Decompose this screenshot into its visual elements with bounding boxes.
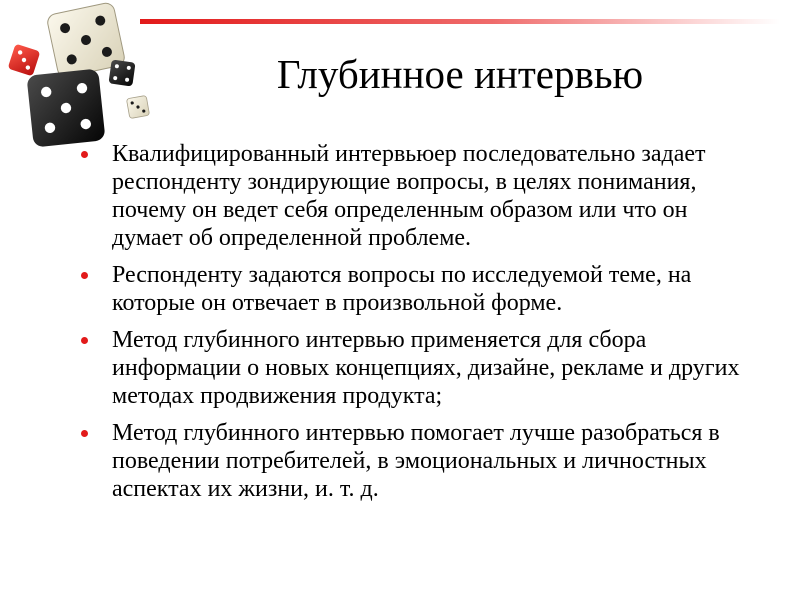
dice-icon	[0, 0, 160, 160]
slide-title: Глубинное интервью	[276, 51, 644, 97]
bullet-dot-icon	[81, 272, 88, 279]
bullet-dot-icon	[81, 151, 88, 158]
bullet-item	[78, 326, 758, 410]
tiny-white-die	[126, 95, 149, 118]
red-die	[8, 44, 41, 77]
bullet-text: Метод глубинного интервью помогает лучше разобраться в поведении потребителей, в эмоциональных и личностных аспектах их жизни, и. т. д.	[112, 420, 720, 502]
bullet-text: Респонденту задаются вопросы по исследуемой теме, на которые он отвечает в произвольной форме.	[112, 262, 692, 316]
bullet-item	[78, 419, 758, 503]
bullet-text: Квалифицированный интервьюер последовательно задает респонденту зондирующие вопросы, в целях понимания, почему он ведет себя определенным образом или что он думает об определенной проблеме.	[112, 141, 706, 251]
small-black-die	[108, 59, 135, 86]
bullet-list	[78, 140, 758, 512]
bullet-dot-icon	[81, 337, 88, 344]
title-accent-line	[140, 19, 780, 24]
bullet-dot-icon	[81, 430, 88, 437]
black-die	[26, 68, 105, 147]
bullet-item	[78, 261, 758, 317]
bullet-item	[78, 140, 758, 252]
bullet-text: Метод глубинного интервью применяется для сбора информации о новых концепциях, дизайне, рекламе и других методах продвижения продукта;	[112, 327, 740, 409]
